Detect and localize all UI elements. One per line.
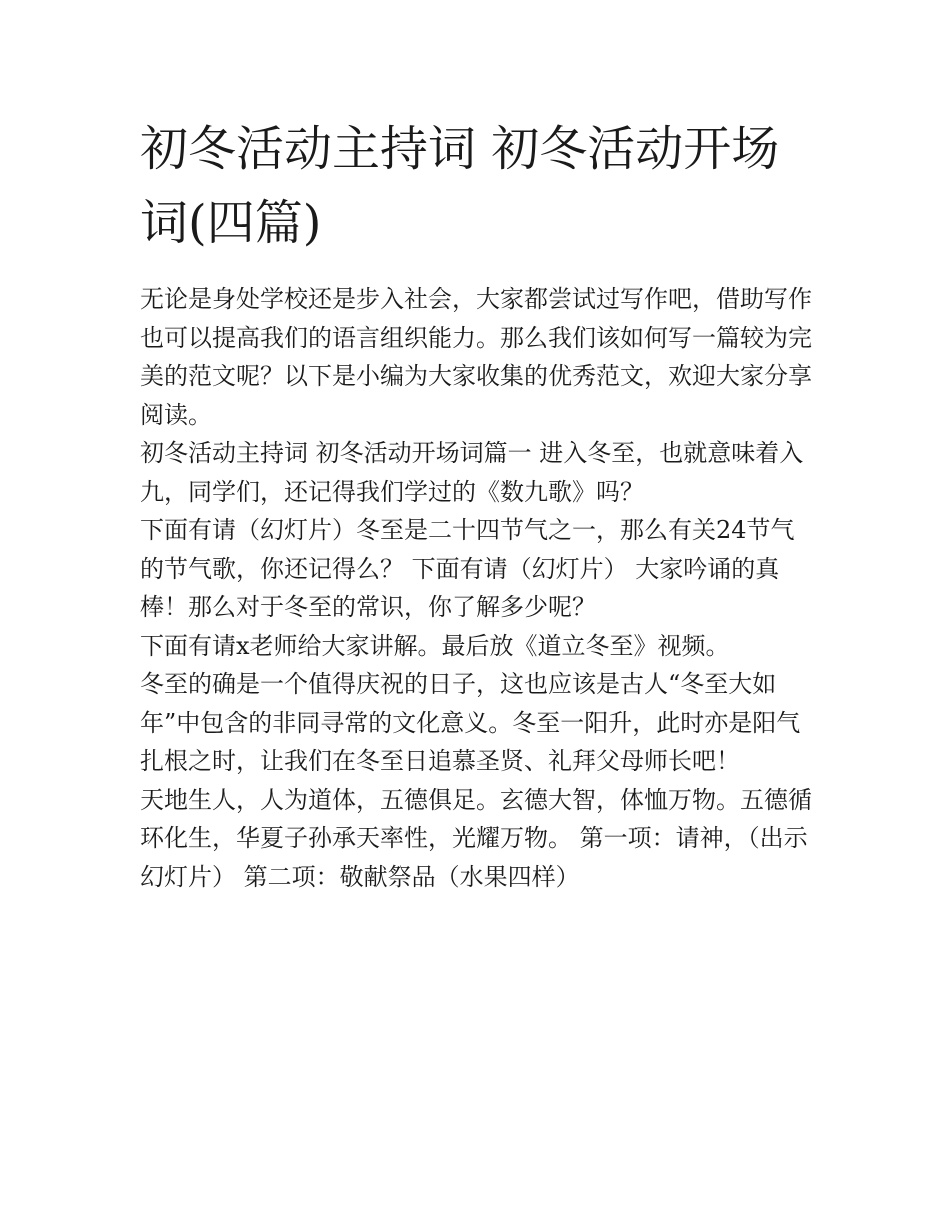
paragraph-ceremony: 天地生人，人为道体，五德俱足。玄德大智，体恤万物。五德循环化生，华夏子孙承天率性，光耀万物。 第一项：请神，（出示幻灯片） 第二项：敬献祭品（水果四样）	[140, 785, 812, 891]
paragraph-winter-solstice: 冬至的确是一个值得庆祝的日子，这也应该是古人“冬至大如年”中包含的非同寻常的文化意义。冬至一阳升，此时亦是阳气扎根之时，让我们在冬至日追慕圣贤、礼拜父母师长吧！	[140, 670, 801, 775]
document-body	[140, 280, 816, 896]
paragraph-teacher: 下面有请x老师给大家讲解。最后放《道立冬至》视频。	[140, 631, 730, 660]
paragraph-section-one: 初冬活动主持词 初冬活动开场词篇一 进入冬至，也就意味着入九，同学们，还记得我们学过的《数九歌》吗？	[140, 439, 804, 506]
document-title: 初冬活动主持词 初冬活动开场词(四篇)	[140, 121, 780, 251]
document-page	[140, 112, 816, 896]
paragraph-solar-terms: 下面有请（幻灯片）冬至是二十四节气之一，那么有关24节气的节气歌，你还记得么？ 下面有请（幻灯片） 大家吟诵的真棒！那么对于冬至的常识，你了解多少呢？	[140, 516, 795, 621]
paragraph-intro: 无论是身处学校还是步入社会，大家都尝试过写作吧，借助写作也可以提高我们的语言组织能力。那么我们该如何写一篇较为完美的范文呢？以下是小编为大家收集的优秀范文，欢迎大家分享阅读。	[140, 285, 812, 429]
